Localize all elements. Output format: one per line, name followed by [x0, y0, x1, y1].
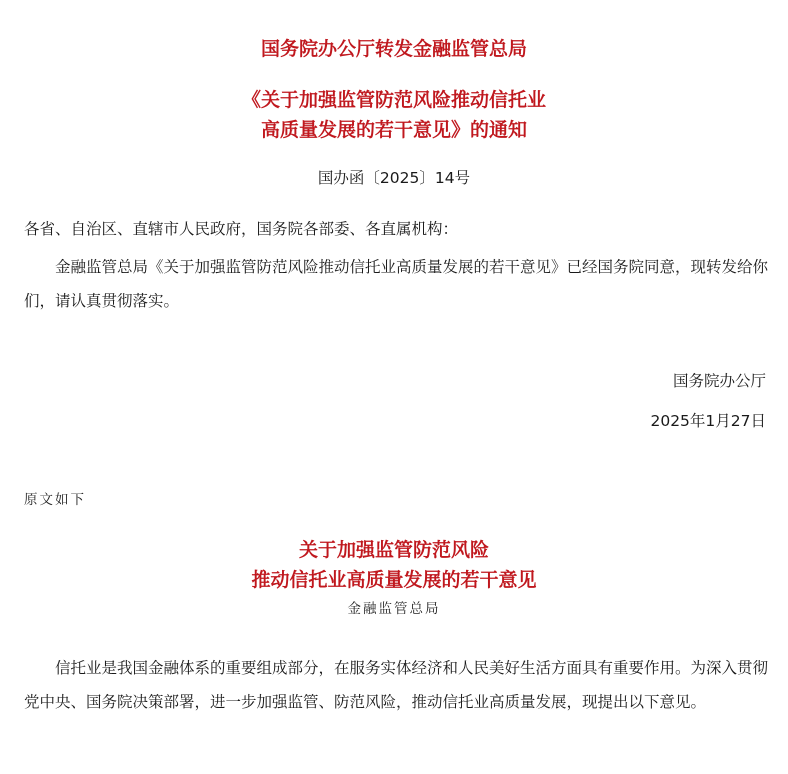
notice-title-line-3: 高质量发展的若干意见》的通知 — [260, 119, 527, 141]
opinion-title-line-1: 关于加强监管防范风险 — [298, 539, 489, 561]
notice-title-line-1: 国务院办公厅转发金融监管总局 — [260, 38, 527, 60]
addressee-line: 各省、自治区、直辖市人民政府，国务院各部委、各直属机构： — [24, 220, 459, 238]
opinion-intro-paragraph: 信托业是我国金融体系的重要组成部分，在服务实体经济和人民美好生活方面具有重要作用。为深入贯彻党中央、国务院决策部署，进一步加强监管、防范风险，推动信托业高质量发展，现提出以下意见。 — [24, 659, 769, 711]
issuer-signature: 国务院办公厅 — [672, 372, 766, 390]
opinion-title-line-2: 推动信托业高质量发展的若干意见 — [251, 569, 537, 591]
notice-body-paragraph: 金融监管总局《关于加强监管防范风险推动信托业高质量发展的若干意见》已经国务院同意，现转发给你们，请认真贯彻落实。 — [24, 258, 769, 310]
original-text-label: 原文如下 — [24, 492, 86, 508]
opinion-author: 金融监管总局 — [347, 601, 441, 617]
issue-date: 2025年1月27日 — [650, 412, 766, 430]
notice-title-line-2: 《关于加强监管防范风险推动信托业 — [241, 89, 546, 111]
document-number: 国办函〔2025〕14号 — [317, 169, 471, 187]
